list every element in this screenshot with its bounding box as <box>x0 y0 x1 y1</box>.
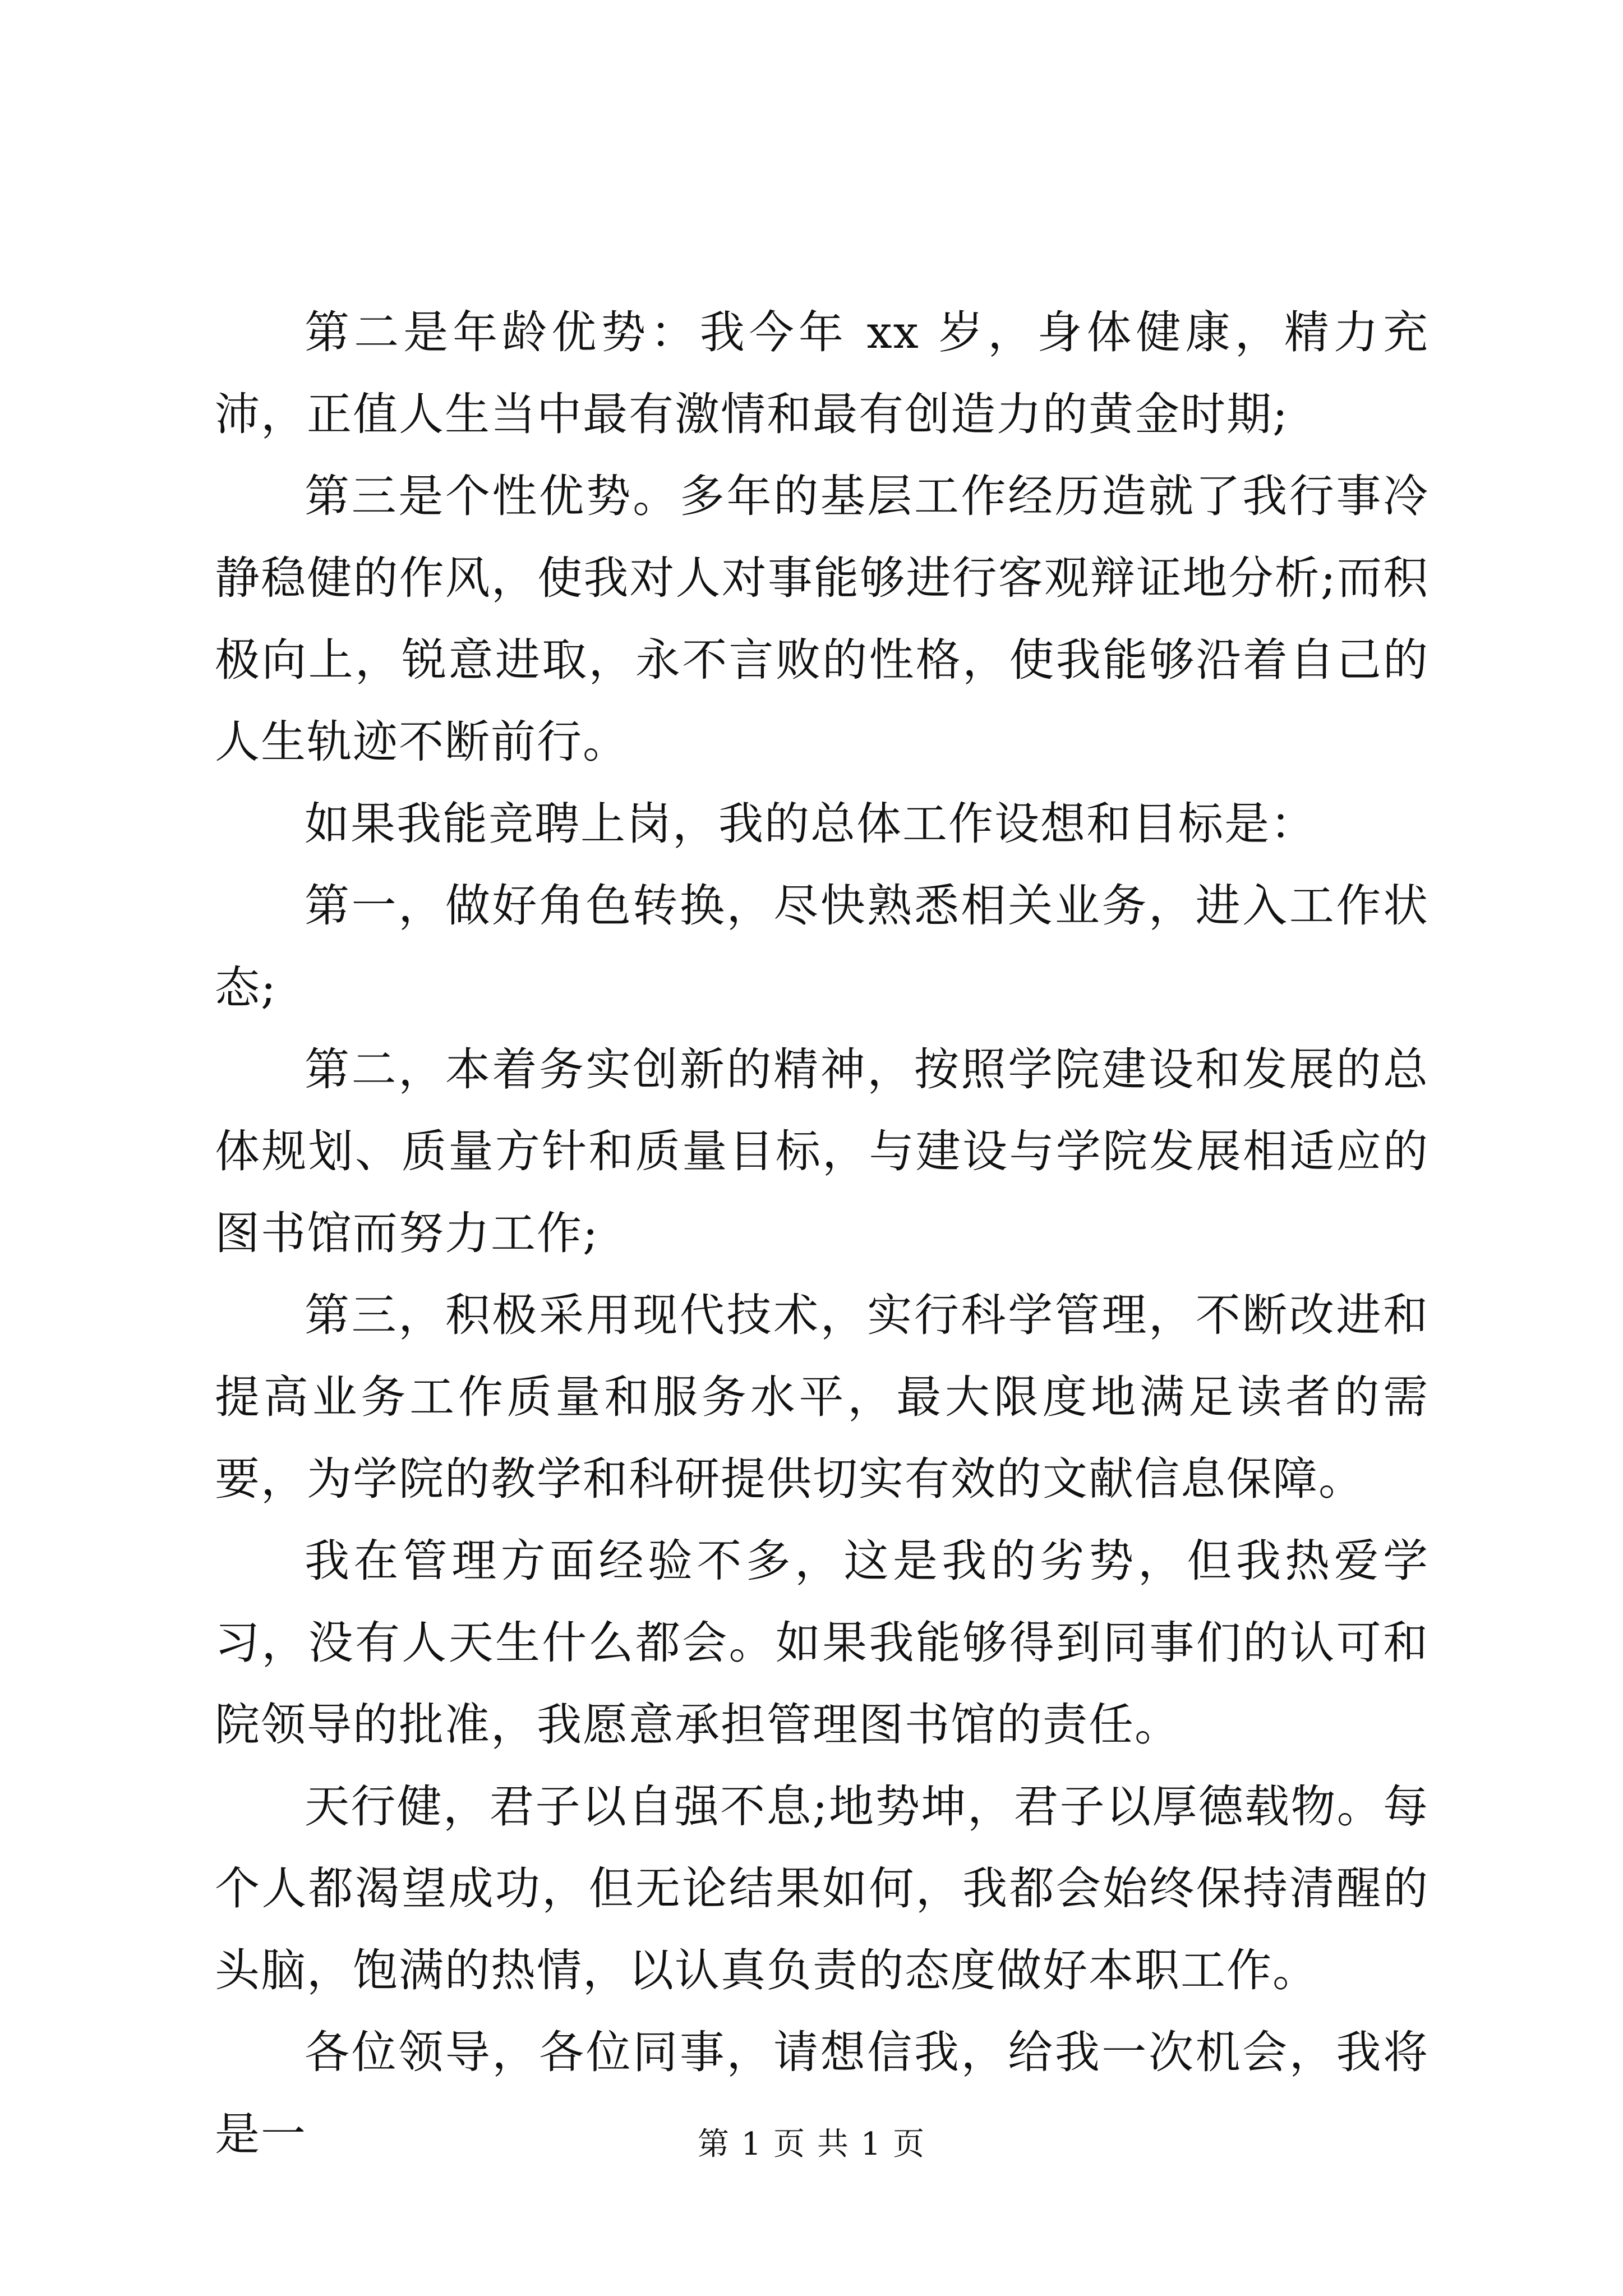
paragraph-closing: 各位领导，各位同事，请想信我，给我一次机会，我将是一 <box>215 2026 1429 2160</box>
paragraph-motto: 天行健，君子以自强不息;地势坤，君子以厚德载物。每个人都渴望成功，但无论结果如何，我都会始终保持清醒的头脑，饱满的热情，以认真负责的态度做好本职工作。 <box>215 1780 1429 1996</box>
paragraph-goal-second: 第二，本着务实创新的精神，按照学院建设和发展的总体规划、质量方针和质量目标，与建设与学院发展相适应的图书馆而努力工作; <box>215 1043 1429 1259</box>
document-body <box>215 292 1429 2175</box>
paragraph-personality-advantage: 第三是个性优势。多年的基层工作经历造就了我行事冷静稳健的作风，使我对人对事能够进行客观辩证地分析;而积极向上，锐意进取，永不言败的性格，使我能够沿着自己的人生轨迹不断前行。 <box>215 470 1429 768</box>
paragraph-age-advantage: 第二是年龄优势：我今年 xx 岁，身体健康，精力充沛，正值人生当中最有激情和最有创造力的黄金时期; <box>215 306 1429 440</box>
paragraph-management-experience: 我在管理方面经验不多，这是我的劣势，但我热爱学习，没有人天生什么都会。如果我能够得到同事们的认可和院领导的批准，我愿意承担管理图书馆的责任。 <box>215 1535 1429 1751</box>
paragraph-goal-first: 第一，做好角色转换，尽快熟悉相关业务，进入工作状态; <box>215 880 1429 1014</box>
paragraph-goal-third: 第三，积极采用现代技术，实行科学管理，不断改进和提高业务工作质量和服务水平，最大限度地满足读者的需要，为学院的教学和科研提供切实有效的文献信息保障。 <box>215 1289 1429 1505</box>
paragraph-goals-intro: 如果我能竞聘上岗，我的总体工作设想和目标是： <box>305 798 1316 850</box>
page-number-footer: 第 1 页 共 1 页 <box>697 2126 926 2162</box>
